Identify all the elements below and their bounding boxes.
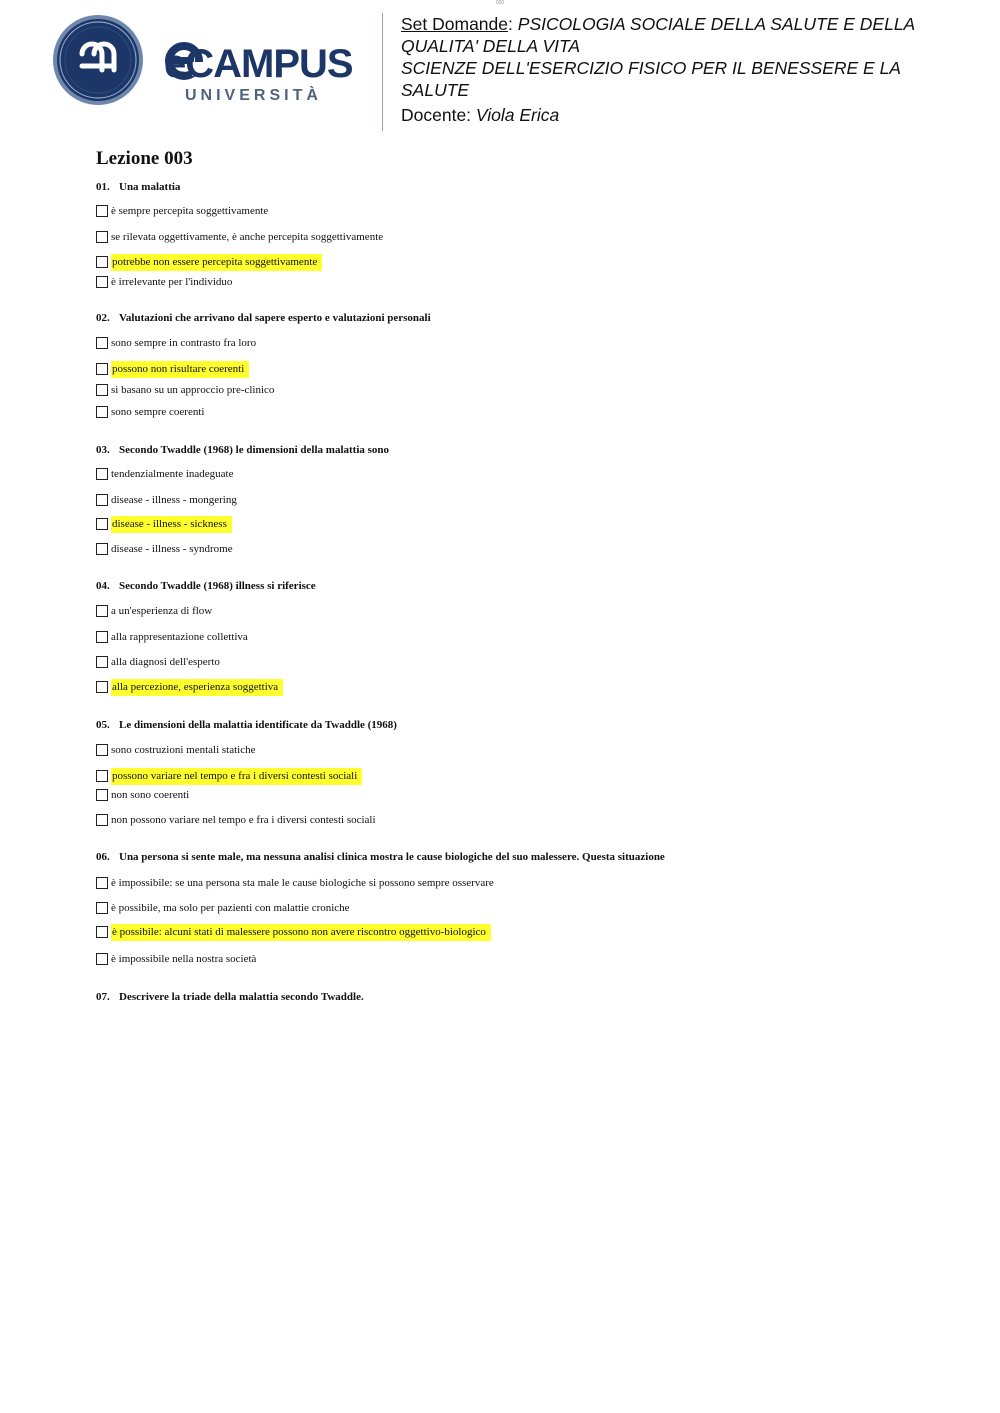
option-01-c[interactable] — [96, 254, 322, 270]
option-text-highlighted: disease - illness - sickness — [111, 516, 232, 533]
teacher-line — [401, 104, 961, 126]
question-number: 06. — [96, 851, 110, 863]
option-text: tendenzialmente inadeguate — [111, 467, 234, 480]
answer-checkbox[interactable] — [96, 605, 108, 617]
option-text: sono sempre in contrasto fra loro — [111, 336, 257, 349]
option-04-d[interactable] — [96, 679, 283, 695]
answer-checkbox[interactable] — [96, 770, 108, 782]
answer-checkbox[interactable] — [96, 363, 108, 375]
header-divider — [382, 13, 383, 131]
lesson-title: Lezione 003 — [96, 148, 193, 169]
question-number: 07. — [96, 991, 110, 1003]
option-05-d[interactable] — [96, 812, 378, 828]
answer-checkbox[interactable] — [96, 276, 108, 288]
option-05-a[interactable] — [96, 742, 258, 758]
logo-brand-text: eCAMPUS — [164, 42, 353, 86]
option-04-a[interactable] — [96, 603, 214, 619]
answer-checkbox[interactable] — [96, 494, 108, 506]
option-text: sono costruzioni mentali statiche — [111, 743, 256, 756]
question-text: Secondo Twaddle (1968) illness si riferisce — [119, 580, 316, 592]
option-04-c[interactable] — [96, 654, 222, 670]
option-06-c[interactable] — [96, 924, 491, 940]
option-text: non sono coerenti — [111, 788, 190, 801]
question-01 — [96, 181, 180, 193]
question-text: Le dimensioni della malattia identificate da Twaddle (1968) — [119, 719, 397, 731]
set-label: Set Domande — [401, 14, 509, 34]
answer-checkbox[interactable] — [96, 543, 108, 555]
option-text: è impossibile: se una persona sta male le cause biologiche si possono sempre osservare — [111, 876, 494, 889]
answer-checkbox[interactable] — [96, 926, 108, 938]
option-03-c[interactable] — [96, 516, 232, 532]
program-title-2: SALUTE — [401, 80, 470, 100]
answer-checkbox[interactable] — [96, 205, 108, 217]
question-05 — [96, 719, 397, 731]
answer-checkbox[interactable] — [96, 256, 108, 268]
page-mark: 000 — [495, 0, 505, 6]
course-line-1 — [401, 13, 961, 35]
answer-checkbox[interactable] — [96, 814, 108, 826]
question-text: Valutazioni che arrivano dal sapere esperto e valutazioni personali — [119, 312, 431, 324]
answer-checkbox[interactable] — [96, 337, 108, 349]
answer-checkbox[interactable] — [96, 902, 108, 914]
question-number: 05. — [96, 719, 110, 731]
answer-checkbox[interactable] — [96, 231, 108, 243]
option-text: se rilevata oggettivamente, è anche percepita soggettivamente — [111, 230, 384, 243]
option-01-a[interactable] — [96, 203, 270, 219]
question-number: 02. — [96, 312, 110, 324]
question-number: 01. — [96, 181, 110, 193]
question-02 — [96, 312, 431, 324]
answer-checkbox[interactable] — [96, 681, 108, 693]
option-text: alla rappresentazione collettiva — [111, 630, 248, 643]
set-label-colon: : — [508, 14, 513, 34]
answer-checkbox[interactable] — [96, 384, 108, 396]
option-text: a un'esperienza di flow — [111, 604, 213, 617]
course-line-2 — [401, 35, 961, 57]
option-text-highlighted: possono variare nel tempo e fra i diversi contesti sociali — [111, 768, 362, 785]
option-text: si basano su un approccio pre-clinico — [111, 383, 275, 396]
program-title-1: SCIENZE DELL'ESERCIZIO FISICO PER IL BENESSERE E LA — [401, 58, 901, 78]
option-02-d[interactable] — [96, 404, 206, 420]
question-03 — [96, 444, 389, 456]
question-07 — [96, 991, 364, 1003]
option-text: non possono variare nel tempo e fra i diversi contesti sociali — [111, 813, 376, 826]
option-03-b[interactable] — [96, 492, 239, 508]
answer-checkbox[interactable] — [96, 631, 108, 643]
question-text: Descrivere la triade della malattia secondo Twaddle. — [119, 991, 364, 1003]
course-header — [401, 13, 961, 126]
option-text: è possibile, ma solo per pazienti con malattie croniche — [111, 901, 350, 914]
option-04-b[interactable] — [96, 629, 250, 645]
answer-checkbox[interactable] — [96, 789, 108, 801]
answer-checkbox[interactable] — [96, 656, 108, 668]
option-06-d[interactable] — [96, 951, 258, 967]
question-text: Una persona si sente male, ma nessuna analisi clinica mostra le cause biologiche del suo malessere. Questa situazione — [119, 851, 665, 863]
question-number: 03. — [96, 444, 110, 456]
option-text: alla diagnosi dell'esperto — [111, 655, 220, 668]
teacher-name: Viola Erica — [475, 105, 560, 125]
program-line-1 — [401, 57, 961, 79]
teacher-label: Docente: — [401, 105, 472, 125]
option-text: disease - illness - mongering — [111, 493, 237, 506]
option-03-d[interactable] — [96, 541, 235, 557]
question-text: Secondo Twaddle (1968) le dimensioni della malattia sono — [119, 444, 390, 456]
answer-checkbox[interactable] — [96, 518, 108, 530]
answer-checkbox[interactable] — [96, 468, 108, 480]
question-number: 04. — [96, 580, 110, 592]
option-text: disease - illness - syndrome — [111, 542, 233, 555]
option-06-b[interactable] — [96, 900, 352, 916]
ecampus-logo — [52, 14, 372, 108]
option-01-d[interactable] — [96, 274, 234, 290]
course-title-2: QUALITA' DELLA VITA — [401, 36, 581, 56]
answer-checkbox[interactable] — [96, 953, 108, 965]
option-text: è irrelevante per l'individuo — [111, 275, 233, 288]
option-text: è sempre percepita soggettivamente — [111, 204, 269, 217]
option-text-highlighted: è possibile: alcuni stati di malessere possono non avere riscontro oggettivo-biologico — [111, 924, 491, 941]
option-text: è impossibile nella nostra società — [111, 952, 257, 965]
option-03-a[interactable] — [96, 466, 235, 482]
option-text-highlighted: potrebbe non essere percepita soggettivamente — [111, 254, 322, 271]
option-02-b[interactable] — [96, 361, 249, 377]
option-02-a[interactable] — [96, 335, 258, 351]
option-02-c[interactable] — [96, 382, 276, 398]
option-06-a[interactable] — [96, 875, 496, 891]
option-05-b[interactable] — [96, 768, 362, 784]
question-04 — [96, 580, 316, 592]
answer-checkbox[interactable] — [96, 744, 108, 756]
answer-checkbox[interactable] — [96, 406, 108, 418]
option-01-b[interactable] — [96, 229, 385, 245]
answer-checkbox[interactable] — [96, 877, 108, 889]
option-05-c[interactable] — [96, 787, 191, 803]
question-text: Una malattia — [119, 181, 181, 193]
program-line-2 — [401, 79, 961, 101]
option-text: sono sempre coerenti — [111, 405, 205, 418]
option-text-highlighted: alla percezione, esperienza soggettiva — [111, 679, 283, 696]
course-title-1: PSICOLOGIA SOCIALE DELLA SALUTE E DELLA — [517, 14, 916, 34]
logo-subtitle-text: UNIVERSITÀ — [185, 87, 322, 104]
question-06 — [96, 851, 665, 863]
option-text-highlighted: possono non risultare coerenti — [111, 361, 249, 378]
